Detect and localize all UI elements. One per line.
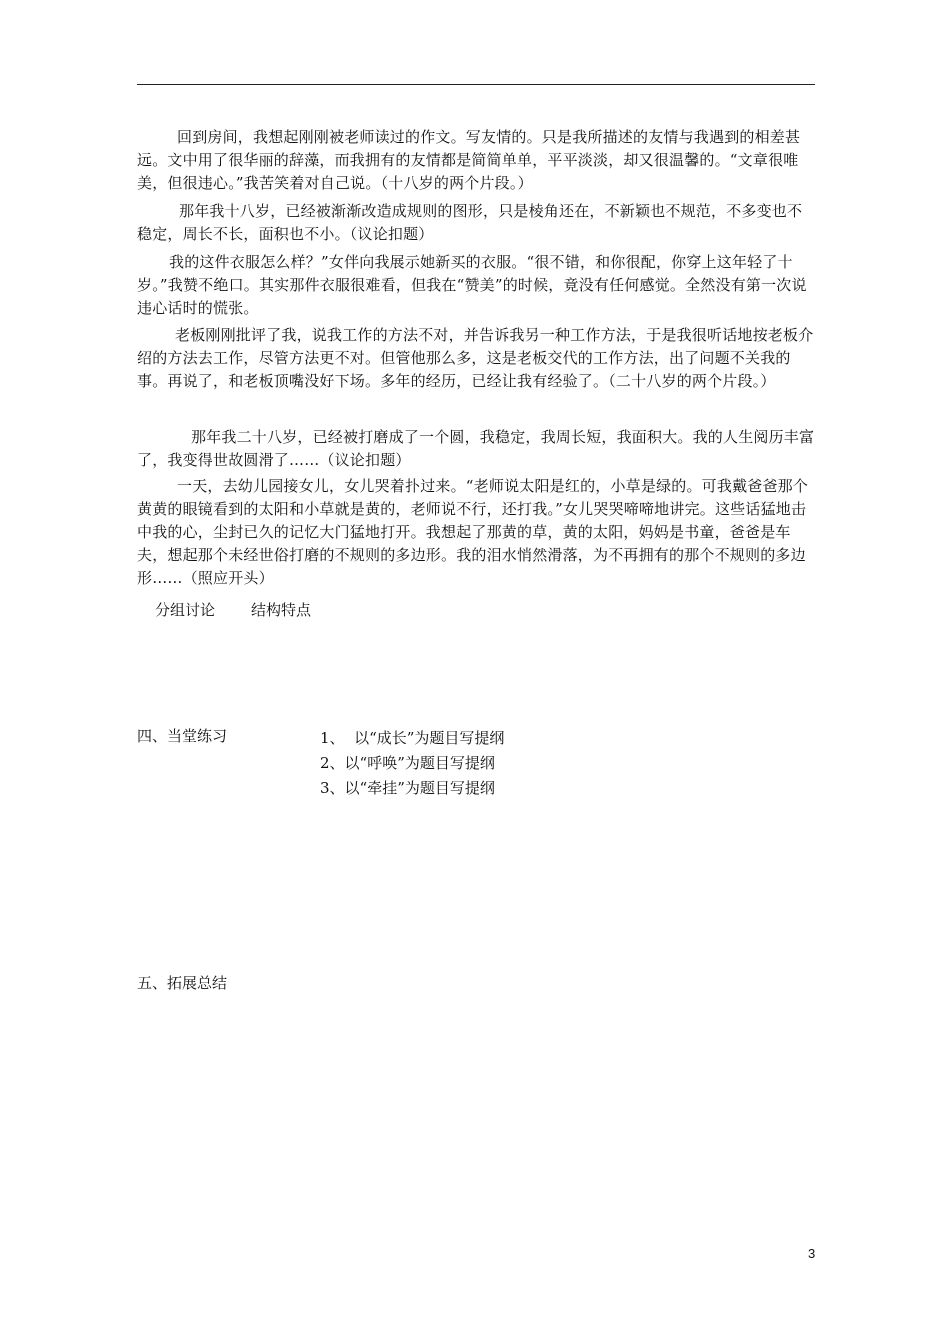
paragraph-3: 我的这件衣服怎么样？”女伴向我展示她新买的衣服。“很不错，和你很配，你穿上这年轻了十岁。”我赞不绝口。其实那件衣服很难看，但我在“赞美”的时候，竟没有任何感觉。全然没有第一次说违心话时的慌张。 bbox=[137, 253, 807, 317]
page-number: 3 bbox=[808, 1246, 816, 1261]
paragraph-2: 那年我十八岁，已经被渐渐改造成规则的图形，只是棱角还在，不新颖也不规范，不多变也不稳定，周长不长，面积也不小。（议论扣题） bbox=[137, 202, 803, 243]
section-5-heading: 五、拓展总结 bbox=[137, 974, 228, 992]
section-4-heading: 四、当堂练习 bbox=[137, 727, 228, 745]
paragraph-4: 老板刚刚批评了我，说我工作的方法不对，并告诉我另一种工作方法，于是我很听话地按老板介绍的方法去工作，尽管方法更不对。但管他那么多，这是老板交代的工作方法，出了问题不关我的事。再说了，和老板顶嘴没好下场。多年的经历，已经让我有经验了。（二十八岁的两个片段。） bbox=[137, 326, 814, 390]
paragraph-5: 那年我二十八岁，已经被打磨成了一个圆，我稳定，我周长短，我面积大。我的人生阅历丰富了，我变得世故圆滑了……（议论扣题） bbox=[137, 428, 815, 469]
exercise-item: 1、 以“成长”为题目写提纲 bbox=[320, 729, 505, 747]
group-discussion bbox=[155, 600, 311, 620]
discussion-topic: 结构特点 bbox=[251, 601, 312, 619]
exercise-item: 2、以“呼唤”为题目写提纲 bbox=[320, 754, 495, 772]
paragraph-6: 一天，去幼儿园接女儿，女儿哭着扑过来。“老师说太阳是红的，小草是绿的。可我戴爸爸那个黄黄的眼镜看到的太阳和小草就是黄的，老师说不行，还打我。”女儿哭哭啼啼地讲完。这些话猛地击中我的心，尘封已久的记忆大门猛地打开。我想起了那黄的草，黄的太阳，妈妈是书童，爸爸是车夫，想起那个未经世俗打磨的不规则的多边形。我的泪水悄然滑落，为不再拥有的那个不规则的多边形……（照应开头） bbox=[137, 477, 809, 587]
paragraph-1: 回到房间，我想起刚刚被老师读过的作文。写友情的。只是我所描述的友情与我遇到的相差甚远。文中用了很华丽的辞藻，而我拥有的友情都是简简单单，平平淡淡，却又很温馨的。“文章很唯美，但很违心。”我苦笑着对自己说。（十八岁的两个片段。） bbox=[137, 128, 801, 192]
exercise-item: 3、以“牵挂”为题目写提纲 bbox=[320, 779, 495, 797]
header-rule bbox=[137, 84, 815, 85]
discussion-label: 分组讨论 bbox=[155, 601, 216, 619]
exercise-list bbox=[320, 726, 504, 801]
